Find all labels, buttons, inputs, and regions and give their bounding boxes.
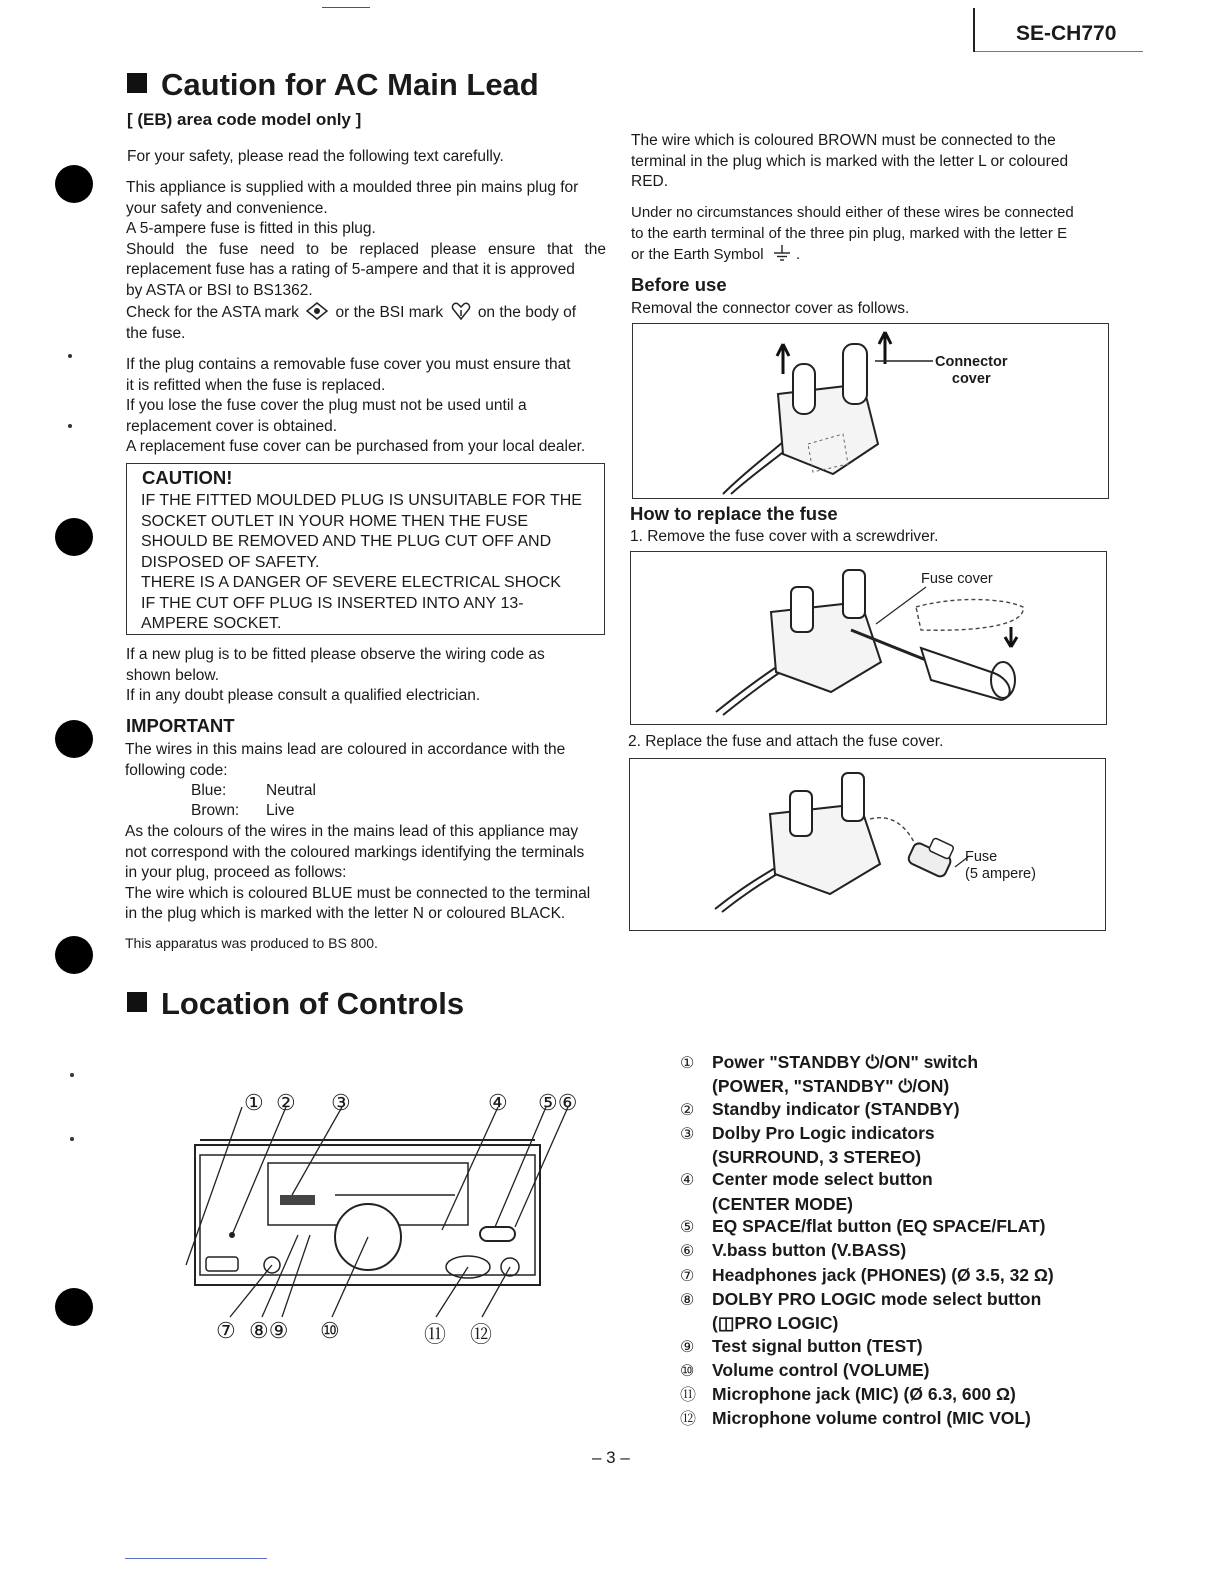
wire-code-blue: Blue: Neutral: [191, 782, 316, 799]
earth-symbol-icon: [772, 244, 792, 262]
control-item: ⑤ EQ SPACE/flat button (EQ SPACE/FLAT): [680, 1216, 1046, 1237]
binder-hole: [55, 165, 93, 203]
header-rule: [975, 51, 1143, 52]
callout-5-6: ⑤⑥: [538, 1090, 578, 1115]
step-2: 2. Replace the fuse and attach the fuse cover.: [628, 733, 944, 750]
control-item: ⑨ Test signal button (TEST): [680, 1335, 923, 1356]
control-item: ⑪ Microphone jack (MIC) (Ø 6.3, 600 Ω): [680, 1384, 1016, 1405]
callout-7: ⑦: [216, 1318, 236, 1343]
binder-hole: [55, 1288, 93, 1326]
fuse-cover-paragraph: If the plug contains a removable fuse cover you must ensure that it is refitted when the fuse is replaced. If you lose the fuse cover the plug must not be used until a replacement cover is obtained. A replacement fuse cover can be purchased from your local dealer.: [126, 356, 586, 455]
bsi-mark-icon: [451, 301, 471, 321]
model-number: SE-CH770: [1016, 22, 1117, 45]
important-intro: The wires in this mains lead are coloured in accordance with the following code:: [125, 741, 566, 779]
plug-connector-illustration: [633, 324, 1107, 497]
binder-hole: [55, 720, 93, 758]
callout-11: ⑪: [424, 1322, 447, 1347]
caution-section-title: Caution for AC Main Lead: [127, 67, 539, 103]
caution-box-title: CAUTION!: [142, 467, 233, 488]
bs-note: This apparatus was produced to BS 800.: [125, 935, 378, 951]
callout-1: ①: [244, 1090, 264, 1115]
control-item: ② Standby indicator (STANDBY): [680, 1098, 960, 1119]
safety-intro: For your safety, please read the following text carefully.: [127, 148, 504, 165]
caution-box-text: IF THE FITTED MOULDED PLUG IS UNSUITABLE FOR THE SOCKET OUTLET IN YOUR HOME THEN THE FUSE SHOULD BE REMOVED AND THE PLUG CUT OFF AND DISPOSED OF SAFETY. THERE IS A DANGER OF SEVERE ELECTRICAL SHOCK IF THE CUT OFF PLUG IS INSERTED INTO ANY 13- AMPERE SOCKET.: [141, 492, 582, 632]
earth-paragraph: Under no circumstances should either of these wires be connected to the earth terminal of the three pin plug, marked with the letter E or the Earth Symbol .: [631, 204, 1074, 263]
callout-12: ⑫: [470, 1322, 493, 1347]
screwdriver-plug-illustration: [631, 552, 1105, 723]
connector-cover-label: Connector cover: [935, 354, 1008, 387]
header-top-rule: [322, 7, 370, 8]
header-divider: [973, 8, 975, 52]
callout-4: ④: [488, 1090, 508, 1115]
control-item: ⑫ Microphone volume control (MIC VOL): [680, 1408, 1031, 1429]
before-use-title: Before use: [631, 274, 727, 295]
footer-rule: [125, 1558, 267, 1559]
remove-fuse-cover-figure: [630, 551, 1107, 725]
control-item: ③ Dolby Pro Logic indicators (SURROUND, 3 STEREO): [680, 1122, 935, 1168]
replace-fuse-title: How to replace the fuse: [630, 503, 838, 524]
fuse-cover-label: Fuse cover: [921, 571, 993, 587]
binder-hole: [55, 936, 93, 974]
control-item: ⑩ Volume control (VOLUME): [680, 1359, 930, 1380]
speck: [68, 424, 72, 428]
callout-2: ②: [276, 1090, 296, 1115]
front-panel-illustration: [170, 1085, 610, 1385]
binder-hole: [55, 518, 93, 556]
area-code-note: [ (EB) area code model only ]: [127, 110, 362, 129]
callout-3: ③: [331, 1090, 351, 1115]
replace-fuse-figure: [629, 758, 1106, 931]
important-title: IMPORTANT: [126, 715, 235, 736]
control-item: ④ Center mode select button (CENTER MODE): [680, 1169, 933, 1214]
before-use-text: Removal the connector cover as follows.: [631, 300, 910, 317]
control-item: ① Power "STANDBY ⏻/ON" switch (POWER, "STANDBY" ⏻/ON): [680, 1052, 979, 1097]
fuse-insert-illustration: [630, 759, 1104, 929]
controls-list: [680, 1051, 1054, 1432]
fuse-label: Fuse (5 ampere): [965, 849, 1036, 882]
control-item: ⑥ V.bass button (V.BASS): [680, 1240, 907, 1261]
wire-colour-paragraph: As the colours of the wires in the mains lead of this appliance may not correspond with the coloured markings identifying the terminals in your plug, proceed as follows: The wire which is coloured BLUE must be connected to the terminal in the plug which is marked with the letter N or coloured BLACK.: [125, 823, 591, 922]
speck: [70, 1137, 74, 1141]
connector-cover-figure: [632, 323, 1109, 499]
step-1: 1. Remove the fuse cover with a screwdriver.: [630, 528, 939, 545]
callout-8-9: ⑧⑨: [249, 1318, 289, 1343]
brown-wire-paragraph: The wire which is coloured BROWN must be connected to the terminal in the plug which is marked with the letter L or coloured RED.: [631, 132, 1069, 190]
new-plug-paragraph: If a new plug is to be fitted please observe the wiring code as shown below. If in any doubt please consult a qualified electrician.: [126, 646, 545, 704]
speck: [70, 1073, 74, 1077]
control-item: ⑧ DOLBY PRO LOGIC mode select button (◫PRO LOGIC): [680, 1288, 1042, 1334]
fuse-paragraph: This appliance is supplied with a moulded three pin mains plug for your safety and convenience. A 5-ampere fuse is fitted in this plug. Should the fuse need to be replaced please ensure that the replacement fuse has a rating of 5-ampere and that it is approved by ASTA or BSI to BS1362. Check for the ASTA mark or the BSI mark on the body of the fuse.: [126, 179, 606, 342]
controls-section-title: Location of Controls: [127, 986, 464, 1022]
asta-mark-icon: [306, 302, 328, 320]
page-number: – 3 –: [592, 1448, 630, 1467]
control-item: ⑦ Headphones jack (PHONES) (Ø 3.5, 32 Ω): [680, 1264, 1054, 1285]
wire-code-brown: Brown: Live: [191, 802, 295, 819]
callout-10: ⑩: [320, 1318, 340, 1343]
speck: [68, 354, 72, 358]
